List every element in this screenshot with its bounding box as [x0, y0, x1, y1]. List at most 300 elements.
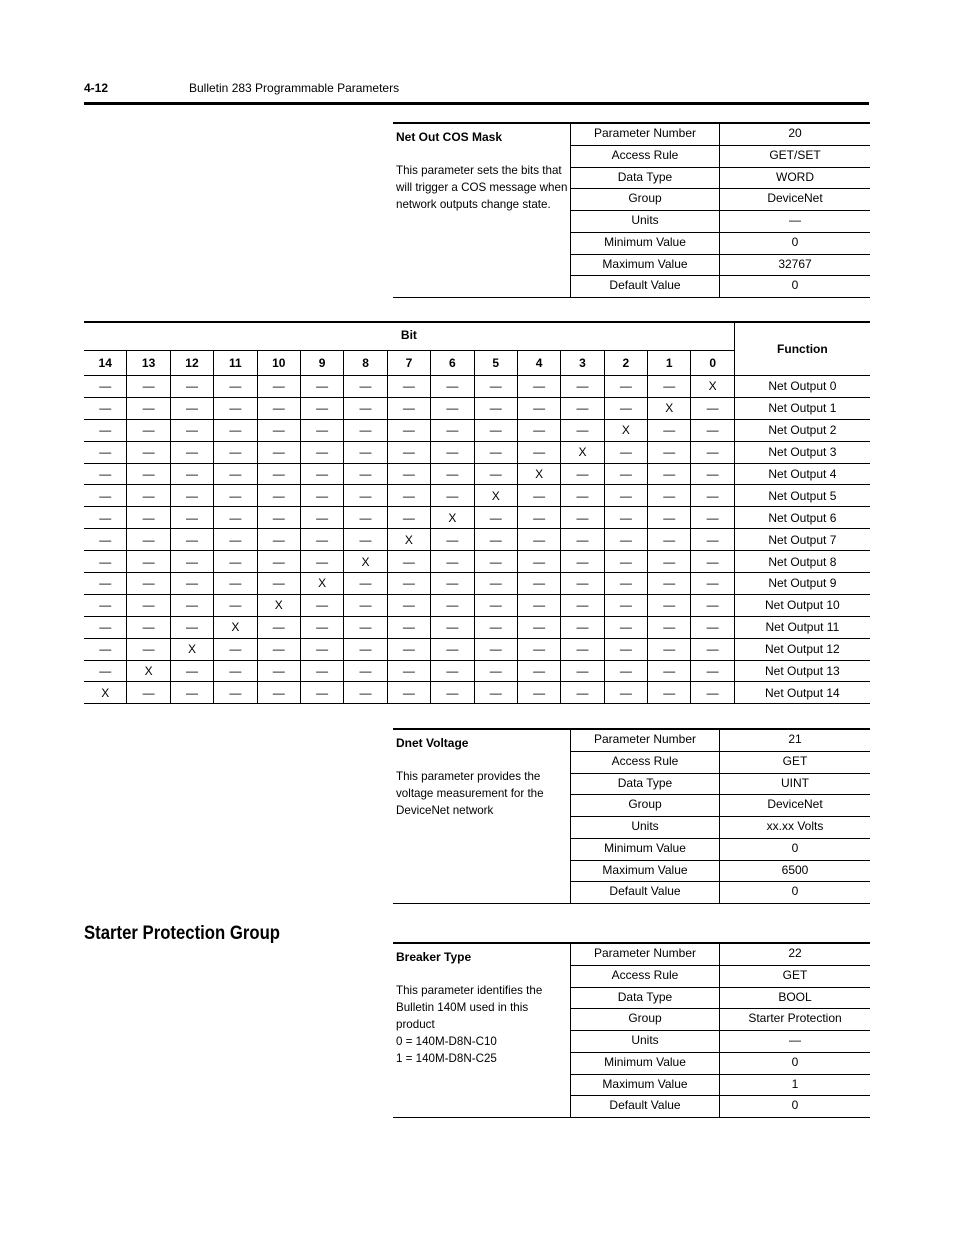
- bit-cell: —: [518, 617, 561, 639]
- bit-cell: —: [561, 507, 604, 529]
- bit-cell: —: [127, 529, 170, 551]
- bit-number-header: 9: [301, 351, 344, 376]
- bit-cell: —: [301, 420, 344, 442]
- bit-cell: —: [561, 639, 604, 661]
- bit-cell: —: [475, 617, 518, 639]
- bit-cell: —: [127, 376, 170, 398]
- bit-cell: —: [171, 529, 214, 551]
- bit-cell: —: [258, 639, 301, 661]
- bit-cell: —: [127, 595, 170, 617]
- bit-cell: —: [605, 485, 648, 507]
- bit-cell: —: [258, 529, 301, 551]
- bit-cell: —: [214, 420, 257, 442]
- bit-cell: —: [561, 573, 604, 595]
- attribute-label: Minimum Value: [571, 1053, 720, 1075]
- attribute-label: Data Type: [571, 774, 720, 796]
- bit-cell: —: [518, 682, 561, 704]
- bit-cell: —: [388, 464, 431, 486]
- bit-cell: —: [561, 485, 604, 507]
- bit-cell: —: [258, 485, 301, 507]
- bit-cell: —: [648, 529, 691, 551]
- bit-cell: —: [388, 617, 431, 639]
- function-cell: Net Output 2: [735, 420, 870, 442]
- bit-cell: —: [301, 617, 344, 639]
- bit-cell: —: [214, 398, 257, 420]
- parameter-description: [396, 982, 567, 1067]
- bit-cell: —: [605, 398, 648, 420]
- bit-cell: —: [388, 682, 431, 704]
- bit-cell: —: [518, 661, 561, 683]
- bit-cell: —: [258, 398, 301, 420]
- description-line: network outputs change state.: [396, 198, 551, 211]
- attribute-label: Maximum Value: [571, 861, 720, 883]
- bit-cell: —: [171, 551, 214, 573]
- function-header: Function: [735, 323, 870, 376]
- bit-cell: X: [691, 376, 734, 398]
- bit-cell: —: [301, 529, 344, 551]
- attribute-label: Access Rule: [571, 966, 720, 988]
- bit-cell: —: [388, 420, 431, 442]
- bit-cell: —: [84, 507, 127, 529]
- attribute-label: Parameter Number: [571, 124, 720, 146]
- bit-cell: —: [171, 507, 214, 529]
- bit-cell: —: [127, 420, 170, 442]
- attribute-label: Data Type: [571, 988, 720, 1010]
- attribute-value: DeviceNet: [720, 795, 870, 817]
- bit-cell: —: [691, 661, 734, 683]
- bit-cell: —: [648, 639, 691, 661]
- attribute-label: Access Rule: [571, 752, 720, 774]
- bit-cell: —: [301, 398, 344, 420]
- function-cell: Net Output 9: [735, 573, 870, 595]
- bit-cell: —: [84, 464, 127, 486]
- bit-cell: —: [475, 398, 518, 420]
- bit-cell: —: [431, 639, 474, 661]
- bit-cell: —: [691, 464, 734, 486]
- bit-cell: —: [301, 442, 344, 464]
- bit-cell: —: [431, 376, 474, 398]
- bit-cell: —: [518, 507, 561, 529]
- attribute-label: Default Value: [571, 276, 720, 298]
- bit-cell: —: [127, 617, 170, 639]
- description-line: This parameter sets the bits that: [396, 164, 562, 177]
- bit-cell: —: [518, 639, 561, 661]
- description-line: product: [396, 1018, 435, 1031]
- bit-cell: —: [475, 420, 518, 442]
- bit-cell: —: [301, 551, 344, 573]
- attribute-label: Parameter Number: [571, 730, 720, 752]
- bit-cell: —: [171, 376, 214, 398]
- bit-cell: —: [344, 529, 387, 551]
- bit-cell: —: [84, 442, 127, 464]
- bit-cell: X: [518, 464, 561, 486]
- bit-cell: —: [344, 661, 387, 683]
- function-cell: Net Output 0: [735, 376, 870, 398]
- bit-cell: —: [171, 464, 214, 486]
- bit-cell: —: [691, 529, 734, 551]
- bit-cell: —: [648, 376, 691, 398]
- bit-cell: —: [475, 573, 518, 595]
- function-cell: Net Output 6: [735, 507, 870, 529]
- bit-cell: —: [214, 507, 257, 529]
- bit-cell: —: [214, 551, 257, 573]
- attribute-label: Minimum Value: [571, 839, 720, 861]
- bit-cell: —: [605, 442, 648, 464]
- attribute-label: Minimum Value: [571, 233, 720, 255]
- bit-cell: —: [518, 442, 561, 464]
- bit-cell: —: [431, 682, 474, 704]
- bit-cell: —: [344, 464, 387, 486]
- bit-table: [84, 321, 870, 704]
- attribute-value: 21: [720, 730, 870, 752]
- attribute-value: WORD: [720, 168, 870, 190]
- bit-cell: —: [258, 617, 301, 639]
- attribute-label: Access Rule: [571, 146, 720, 168]
- description-line: will trigger a COS message when: [396, 181, 568, 194]
- attribute-label: Group: [571, 795, 720, 817]
- bit-cell: —: [84, 661, 127, 683]
- function-cell: Net Output 14: [735, 682, 870, 704]
- bit-cell: X: [84, 682, 127, 704]
- attribute-value: DeviceNet: [720, 189, 870, 211]
- bit-cell: —: [431, 529, 474, 551]
- bit-cell: —: [518, 376, 561, 398]
- bit-cell: —: [561, 529, 604, 551]
- attribute-value: BOOL: [720, 988, 870, 1010]
- bit-cell: —: [301, 485, 344, 507]
- bit-cell: —: [648, 595, 691, 617]
- page-number: 4-12: [84, 81, 109, 95]
- bit-cell: —: [605, 507, 648, 529]
- bit-cell: —: [127, 485, 170, 507]
- bit-cell: —: [518, 573, 561, 595]
- bit-cell: X: [258, 595, 301, 617]
- bit-cell: —: [648, 507, 691, 529]
- bit-cell: —: [431, 661, 474, 683]
- bit-cell: —: [561, 682, 604, 704]
- bit-cell: —: [84, 485, 127, 507]
- parameter-name: Net Out COS Mask: [396, 130, 503, 144]
- attribute-value: 0: [720, 839, 870, 861]
- bit-cell: —: [605, 639, 648, 661]
- bit-cell: —: [214, 639, 257, 661]
- bit-cell: —: [561, 464, 604, 486]
- bit-cell: —: [344, 617, 387, 639]
- bit-cell: —: [84, 573, 127, 595]
- attribute-label: Group: [571, 1009, 720, 1031]
- bit-cell: —: [127, 682, 170, 704]
- bit-cell: —: [475, 661, 518, 683]
- bit-cell: —: [518, 398, 561, 420]
- description-line: Bulletin 140M used in this: [396, 1001, 529, 1014]
- bit-cell: —: [605, 551, 648, 573]
- bit-cell: —: [127, 464, 170, 486]
- bit-cell: —: [171, 595, 214, 617]
- bit-cell: —: [214, 682, 257, 704]
- description-line: This parameter provides the: [396, 770, 541, 783]
- bit-number-header: 0: [691, 351, 734, 376]
- attribute-value: 6500: [720, 861, 870, 883]
- bit-cell: —: [561, 661, 604, 683]
- bit-cell: —: [605, 617, 648, 639]
- attribute-label: Maximum Value: [571, 255, 720, 277]
- bit-cell: —: [127, 551, 170, 573]
- description-line: This parameter identifies the: [396, 984, 543, 997]
- attribute-value: 0: [720, 233, 870, 255]
- bit-cell: —: [84, 398, 127, 420]
- bit-cell: X: [475, 485, 518, 507]
- attribute-value: GET: [720, 966, 870, 988]
- attribute-value: Starter Protection: [720, 1009, 870, 1031]
- attribute-value: 32767: [720, 255, 870, 277]
- bit-cell: X: [214, 617, 257, 639]
- bit-cell: —: [561, 420, 604, 442]
- bit-cell: —: [214, 442, 257, 464]
- section-heading: Starter Protection Group: [84, 923, 281, 944]
- function-cell: Net Output 3: [735, 442, 870, 464]
- bit-cell: —: [431, 551, 474, 573]
- bit-cell: —: [691, 682, 734, 704]
- parameter-description: [396, 768, 567, 819]
- bit-cell: X: [127, 661, 170, 683]
- bit-cell: —: [518, 420, 561, 442]
- bit-cell: —: [388, 661, 431, 683]
- attribute-value: —: [720, 211, 870, 233]
- bit-cell: —: [475, 682, 518, 704]
- bit-cell: —: [84, 420, 127, 442]
- bit-cell: —: [214, 376, 257, 398]
- bit-cell: —: [258, 442, 301, 464]
- description-line: 1 = 140M-D8N-C25: [396, 1052, 497, 1065]
- attribute-label: Parameter Number: [571, 944, 720, 966]
- attribute-value: 22: [720, 944, 870, 966]
- bit-number-header: 12: [171, 351, 214, 376]
- bit-cell: —: [431, 420, 474, 442]
- bit-cell: —: [388, 442, 431, 464]
- bit-cell: —: [691, 595, 734, 617]
- bit-cell: —: [475, 464, 518, 486]
- bit-cell: —: [301, 464, 344, 486]
- attribute-value: xx.xx Volts: [720, 817, 870, 839]
- header-rule: [84, 102, 869, 105]
- bit-cell: —: [648, 464, 691, 486]
- attribute-value: 0: [720, 276, 870, 298]
- bit-cell: —: [171, 661, 214, 683]
- bit-number-header: 2: [605, 351, 648, 376]
- parameter-description-cell: [393, 730, 571, 904]
- bit-cell: —: [171, 398, 214, 420]
- attribute-value: UINT: [720, 774, 870, 796]
- bit-number-header: 14: [84, 351, 127, 376]
- bit-cell: —: [605, 376, 648, 398]
- attribute-value: 20: [720, 124, 870, 146]
- parameter-name: Breaker Type: [396, 950, 472, 964]
- parameter-name: Dnet Voltage: [396, 736, 469, 750]
- bit-header: Bit: [84, 323, 735, 351]
- attribute-label: Data Type: [571, 168, 720, 190]
- bit-cell: —: [691, 442, 734, 464]
- bit-cell: —: [344, 376, 387, 398]
- bit-cell: —: [431, 595, 474, 617]
- attribute-value: 0: [720, 1053, 870, 1075]
- bit-cell: —: [171, 485, 214, 507]
- bit-cell: —: [214, 573, 257, 595]
- bit-cell: —: [691, 573, 734, 595]
- bit-cell: —: [84, 551, 127, 573]
- bit-cell: —: [301, 507, 344, 529]
- bit-cell: —: [388, 639, 431, 661]
- bit-cell: —: [475, 595, 518, 617]
- bit-cell: —: [258, 661, 301, 683]
- bit-cell: —: [84, 529, 127, 551]
- bit-number-header: 13: [127, 351, 170, 376]
- bit-cell: —: [344, 595, 387, 617]
- bit-cell: —: [475, 551, 518, 573]
- bit-cell: —: [301, 376, 344, 398]
- bit-cell: —: [518, 595, 561, 617]
- attribute-value: GET/SET: [720, 146, 870, 168]
- bit-cell: —: [431, 398, 474, 420]
- bit-cell: —: [561, 595, 604, 617]
- bit-cell: —: [214, 485, 257, 507]
- bit-cell: —: [648, 442, 691, 464]
- bit-cell: —: [561, 376, 604, 398]
- running-title: Bulletin 283 Programmable Parameters: [189, 81, 400, 95]
- bit-cell: —: [214, 464, 257, 486]
- bit-number-header: 8: [344, 351, 387, 376]
- bit-cell: —: [475, 376, 518, 398]
- bit-cell: —: [214, 595, 257, 617]
- bit-cell: —: [475, 529, 518, 551]
- bit-cell: —: [388, 551, 431, 573]
- bit-cell: —: [258, 551, 301, 573]
- bit-cell: —: [518, 551, 561, 573]
- bit-cell: —: [388, 573, 431, 595]
- bit-number-header: 3: [561, 351, 604, 376]
- bit-cell: —: [691, 485, 734, 507]
- attribute-value: 0: [720, 1096, 870, 1118]
- bit-cell: —: [214, 529, 257, 551]
- bit-number-header: 10: [258, 351, 301, 376]
- parameter-table-dnet-voltage: [393, 728, 870, 904]
- bit-cell: —: [214, 661, 257, 683]
- bit-cell: —: [344, 573, 387, 595]
- function-cell: Net Output 8: [735, 551, 870, 573]
- function-cell: Net Output 7: [735, 529, 870, 551]
- attribute-label: Group: [571, 189, 720, 211]
- bit-number-header: 11: [214, 351, 257, 376]
- bit-cell: —: [301, 661, 344, 683]
- bit-cell: —: [127, 442, 170, 464]
- bit-cell: —: [691, 617, 734, 639]
- bit-cell: —: [605, 595, 648, 617]
- parameter-description-cell: [393, 944, 571, 1118]
- bit-cell: —: [258, 464, 301, 486]
- bit-cell: —: [605, 661, 648, 683]
- bit-number-header: 7: [388, 351, 431, 376]
- bit-cell: —: [171, 682, 214, 704]
- bit-cell: —: [605, 464, 648, 486]
- bit-cell: —: [171, 617, 214, 639]
- bit-cell: —: [691, 639, 734, 661]
- function-cell: Net Output 11: [735, 617, 870, 639]
- bit-cell: —: [84, 595, 127, 617]
- function-cell: Net Output 10: [735, 595, 870, 617]
- bit-cell: X: [388, 529, 431, 551]
- bit-cell: —: [301, 595, 344, 617]
- function-cell: Net Output 1: [735, 398, 870, 420]
- bit-cell: —: [561, 617, 604, 639]
- function-cell: Net Output 13: [735, 661, 870, 683]
- bit-number-header: 6: [431, 351, 474, 376]
- attribute-label: Default Value: [571, 882, 720, 904]
- bit-cell: —: [605, 682, 648, 704]
- attribute-label: Units: [571, 211, 720, 233]
- bit-cell: X: [171, 639, 214, 661]
- bit-cell: —: [691, 420, 734, 442]
- bit-cell: X: [648, 398, 691, 420]
- bit-cell: —: [561, 398, 604, 420]
- description-line: 0 = 140M-D8N-C10: [396, 1035, 497, 1048]
- bit-number-header: 5: [475, 351, 518, 376]
- bit-cell: —: [344, 420, 387, 442]
- bit-cell: —: [127, 507, 170, 529]
- bit-cell: —: [648, 573, 691, 595]
- function-cell: Net Output 12: [735, 639, 870, 661]
- bit-cell: —: [431, 442, 474, 464]
- bit-cell: —: [258, 376, 301, 398]
- attribute-value: 0: [720, 882, 870, 904]
- bit-cell: —: [691, 507, 734, 529]
- bit-number-header: 1: [648, 351, 691, 376]
- bit-cell: —: [431, 485, 474, 507]
- bit-cell: —: [127, 639, 170, 661]
- bit-cell: —: [518, 485, 561, 507]
- bit-cell: —: [171, 442, 214, 464]
- attribute-label: Default Value: [571, 1096, 720, 1118]
- bit-cell: —: [648, 551, 691, 573]
- attribute-value: 1: [720, 1075, 870, 1097]
- bit-cell: —: [648, 661, 691, 683]
- bit-number-header: 4: [518, 351, 561, 376]
- bit-cell: —: [127, 573, 170, 595]
- bit-cell: —: [648, 485, 691, 507]
- bit-cell: —: [344, 639, 387, 661]
- parameter-description: [396, 162, 567, 213]
- bit-cell: —: [171, 573, 214, 595]
- bit-cell: —: [258, 682, 301, 704]
- bit-cell: —: [388, 595, 431, 617]
- bit-cell: —: [691, 551, 734, 573]
- parameter-table-net-out-cos-mask: [393, 122, 870, 298]
- bit-cell: —: [648, 682, 691, 704]
- bit-cell: —: [344, 442, 387, 464]
- bit-cell: —: [605, 529, 648, 551]
- bit-cell: X: [344, 551, 387, 573]
- bit-cell: —: [518, 529, 561, 551]
- bit-cell: X: [301, 573, 344, 595]
- function-cell: Net Output 5: [735, 485, 870, 507]
- bit-cell: X: [431, 507, 474, 529]
- bit-cell: —: [388, 376, 431, 398]
- bit-cell: —: [344, 507, 387, 529]
- bit-cell: —: [431, 573, 474, 595]
- bit-cell: —: [84, 617, 127, 639]
- bit-cell: —: [605, 573, 648, 595]
- bit-cell: —: [431, 617, 474, 639]
- bit-cell: —: [431, 464, 474, 486]
- description-line: DeviceNet network: [396, 804, 494, 817]
